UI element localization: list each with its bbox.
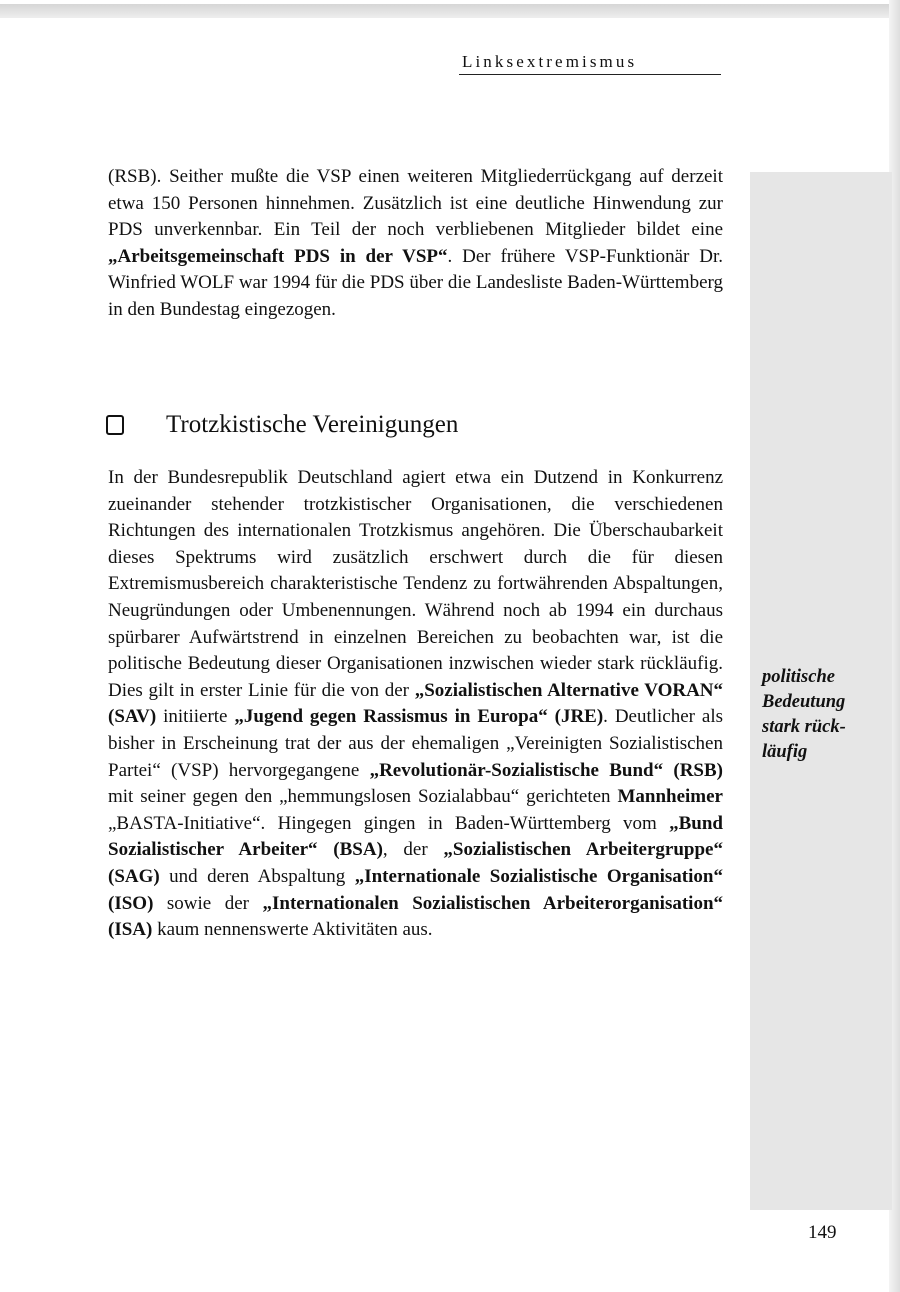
text-run: und deren Abspaltung (159, 865, 355, 887)
section-heading-text: Trotzkistische Vereinigungen (166, 411, 459, 438)
margin-note-line: politische (762, 667, 835, 687)
text-run: , der (382, 839, 444, 861)
text-run-bold: „Sozialistischen Alternative VORAN“ (SAV) (108, 679, 724, 728)
text-run: sowie der (153, 892, 263, 914)
paragraph-vsp (108, 164, 723, 324)
section-heading (106, 405, 458, 445)
text-run: „BASTA-Initiative“. Hingegen gingen in Baden-Württemberg vom (108, 812, 670, 834)
text-run-bold: „Sozialistischen Arbeitergruppe“ (SAG) (108, 839, 723, 887)
text-run-bold: Mannheimer (617, 786, 723, 808)
text-run-bold: „Internationalen Sozialistischen Arbeiterorganisation“ (ISA) (108, 892, 724, 941)
text-run: mit seiner gegen den „hemmungslosen Sozialabbau“ gerichteten (108, 786, 618, 808)
running-head: Linksextremismus (462, 52, 638, 71)
checkbox-square-icon (106, 415, 124, 435)
text-run-bold: „Jugend gegen Rassismus in Europa“ (JRE) (234, 706, 604, 728)
text-run: In der Bundesrepublik Deutschland agiert etwa ein Dutzend in Konkurrenz zueinander stehender trotzkistischer Organisationen, die verschiedenen Richtungen des internationalen Trotzkismus angehören. Die Überschaubarkeit dieses Spektrums wird zusätzlich erschwert durch die für diesen Extremismusbereich charakteristische Tendenz zu fortwährenden Abspaltungen, Neugründungen oder Umbenennungen. Während noch ab 1994 ein durchaus spürbarer Aufwärtstrend in einzelnen Bereichen zu beobachten war, ist die politische Bedeutung dieser Organisationen inzwischen wieder stark rückläufig. Dies gilt in erster Linie für die von der (108, 467, 723, 701)
running-head-rule (459, 74, 721, 75)
text-run: . Deutlicher als bisher in Erscheinung trat der aus der ehemaligen „Vereinigten Sozialistischen Partei“ (VSP) hervorgegangene (108, 706, 723, 781)
margin-note-line: läufig (762, 742, 808, 762)
text-run-bold: „Arbeitsgemeinschaft PDS in der VSP“ (108, 245, 448, 267)
text-run: kaum nennenswerte Aktivitäten aus. (152, 919, 433, 941)
text-run: . Der frühere VSP-Funktionär Dr. Winfried WOLF war 1994 für die PDS über die Landesliste Baden-Württemberg in den Bundestag eingezogen. (108, 245, 723, 320)
margin-note-line: Bedeutung (762, 692, 846, 712)
text-run: (RSB). Seither mußte die VSP einen weiteren Mitgliederrückgang auf derzeit etwa 150 Personen hinnehmen. Zusätzlich ist eine deutliche Hinwendung zur PDS unverkennbar. Ein Teil der noch verbliebenen Mitglieder bildet eine (108, 166, 723, 241)
text-run-bold: „Bund Sozialistischer Arbeiter“ (BSA) (108, 812, 723, 861)
scan-top-edge (0, 4, 900, 18)
paragraph-trotzkisten (108, 465, 723, 944)
page-number: 149 (808, 1222, 837, 1243)
text-run: initiierte (156, 706, 235, 728)
margin-note-line: stark rück- (762, 717, 846, 737)
text-run-bold: „Internationale Sozialistische Organisation“ (ISO) (108, 865, 723, 914)
text-run-bold: „Revolutionär-Sozialistische Bund“ (RSB) (369, 759, 723, 781)
margin-note (762, 665, 888, 765)
